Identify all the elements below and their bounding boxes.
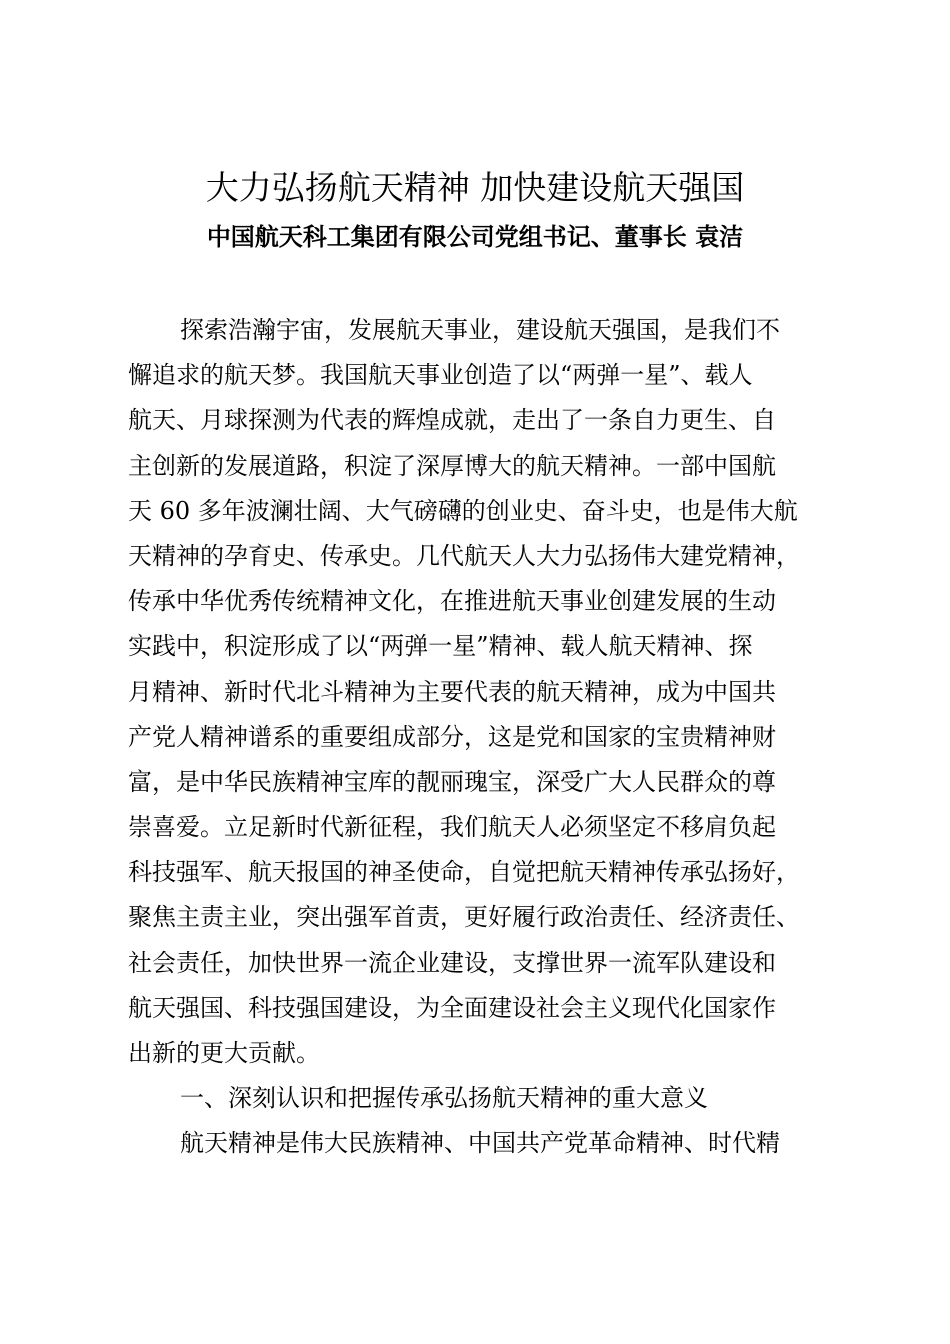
- paragraph-line: 聚焦主责主业，突出强军首责，更好履行政治责任、经济责任、: [128, 903, 800, 932]
- paragraph-line: 富，是中华民族精神宝库的靓丽瑰宝，深受广大人民群众的尊: [128, 767, 776, 796]
- paragraph-line: 懈追求的航天梦。我国航天事业创造了以“两弹一星”、载人: [128, 361, 753, 390]
- paragraph-line: 天精神的孕育史、传承史。几代航天人大力弘扬伟大建党精神，: [128, 541, 800, 570]
- paragraph-line: 社会责任，加快世界一流企业建设，支撑世界一流军队建设和: [128, 948, 776, 977]
- paragraph-line: 出新的更大贡献。: [128, 1039, 320, 1067]
- document-body: [128, 308, 838, 1167]
- paragraph-line: 实践中，积淀形成了以“两弹一星”精神、载人航天精神、探: [128, 632, 753, 661]
- paragraph-line: 产党人精神谱系的重要组成部分，这是党和国家的宝贵精神财: [128, 722, 776, 751]
- document-title: 大力弘扬航天精神 加快建设航天强国: [205, 168, 745, 207]
- paragraph-line: 主创新的发展道路，积淀了深厚博大的航天精神。一部中国航: [128, 451, 776, 480]
- document-subtitle-author: 中国航天科工集团有限公司党组书记、董事长 袁洁: [206, 222, 744, 251]
- paragraph-line: 月精神、新时代北斗精神为主要代表的航天精神，成为中国共: [128, 677, 776, 706]
- paragraph-line: 传承中华优秀传统精神文化，在推进航天事业创建发展的生动: [128, 587, 776, 616]
- paragraph-line: 崇喜爱。立足新时代新征程，我们航天人必须坚定不移肩负起: [128, 813, 776, 842]
- paragraph-line: 航天精神是伟大民族精神、中国共产党革命精神、时代精: [180, 1129, 780, 1158]
- paragraph-line: 航天强国、科技强国建设，为全面建设社会主义现代化国家作: [128, 993, 776, 1022]
- paragraph-line: 天 60 多年波澜壮阔、大气磅礴的创业史、奋斗史，也是伟大航: [128, 496, 798, 525]
- section-heading: 一、深刻认识和把握传承弘扬航天精神的重大意义: [180, 1084, 708, 1113]
- paragraph-line: 科技强军、航天报国的神圣使命，自觉把航天精神传承弘扬好，: [128, 858, 800, 887]
- paragraph-line: 航天、月球探测为代表的辉煌成就，走出了一条自力更生、自: [128, 406, 776, 435]
- paragraph-line: 探索浩瀚宇宙，发展航天事业，建设航天强国，是我们不: [180, 316, 780, 344]
